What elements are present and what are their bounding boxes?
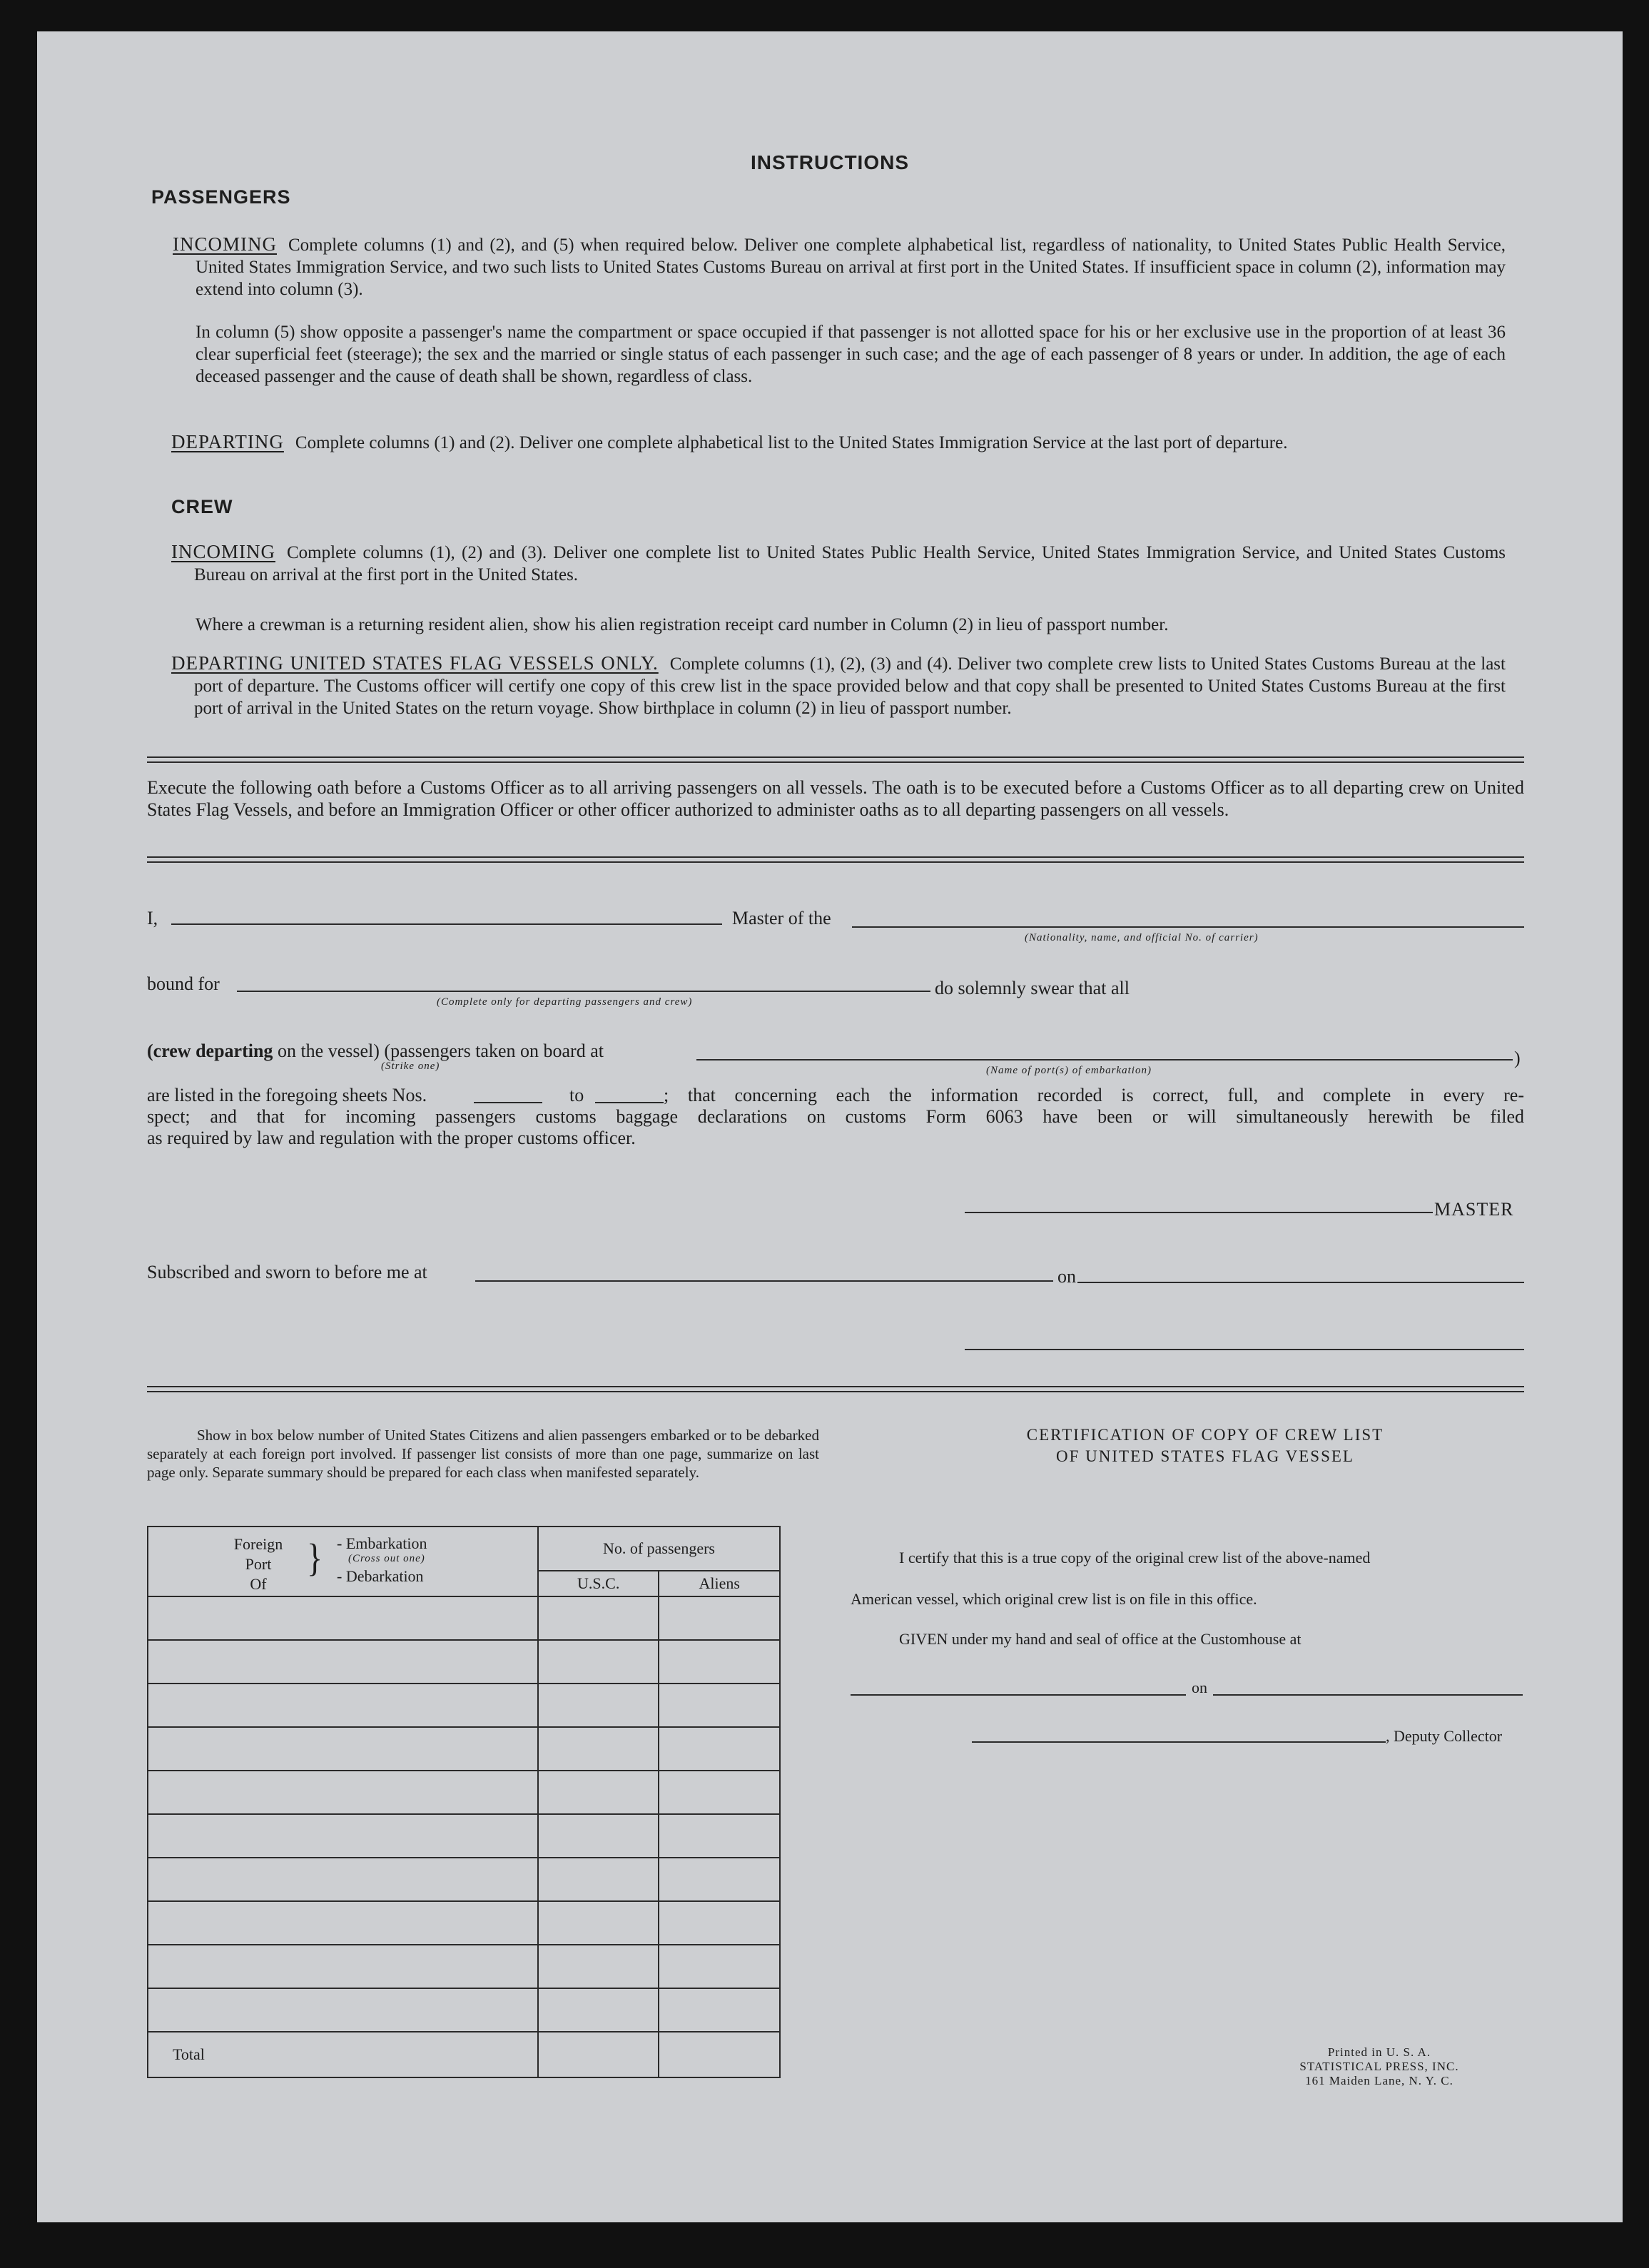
- sworn-on-label: on: [1057, 1266, 1076, 1287]
- passengers-incoming-text: Complete columns (1) and (2), and (5) when required below. Deliver one complete alphabetical list, regardless of nationality, to United States Public Health Service, United States Immigration Service, and two such lists to United States Customs Bureau on arrival at first port in the United States. If insufficient space in column (2), information may extend into column (3).: [196, 236, 1506, 299]
- port-header-cell: [148, 1527, 538, 1596]
- divider-rule: [147, 1386, 1524, 1392]
- port-header-line: Port: [245, 1555, 272, 1573]
- total-label: Total: [148, 2032, 538, 2077]
- subscribed-label: Subscribed and sworn to before me at: [147, 1262, 427, 1282]
- crew-departing-label: DEPARTING UNITED STATES FLAG VESSELS ONLY.: [171, 652, 659, 674]
- passenger-summary-table: [147, 1526, 781, 2078]
- embarkation-port-field[interactable]: [696, 1059, 1513, 1060]
- crew-heading: CREW: [171, 496, 233, 517]
- aliens-total-cell[interactable]: [659, 2032, 780, 2077]
- port-header-line: Foreign: [233, 1535, 283, 1553]
- passengers-incoming-label: INCOMING: [173, 233, 277, 255]
- sheets-label: are listed in the foregoing sheets Nos.: [147, 1085, 427, 1105]
- bound-for-field[interactable]: [237, 991, 930, 992]
- passengers-departing-block: [171, 431, 1506, 454]
- statement-line-1: ; that concerning each the information recorded is correct, full, and complete in every re-: [664, 1085, 1524, 1105]
- certify-date-field[interactable]: [1213, 1694, 1523, 1696]
- bound-hint: (Complete only for departing passengers and crew): [437, 996, 693, 1008]
- crew-departing-text: Complete columns (1), (2), (3) and (4). Deliver two complete crew lists to United States Customs Bureau at the last port of departure. The Customs officer will certify one copy of this crew list in the space provided below and that copy shall be presented to United States Customs Bureau at the first port of arrival in the United States on the return voyage. Show birthplace in column (2) in lieu of passport number.: [194, 654, 1506, 718]
- certify-line-3: GIVEN under my hand and seal of office at the Customhouse at: [899, 1630, 1302, 1648]
- summary-instruction: Show in box below number of United States Citizens and alien passengers embarked or to be debarked separately at each foreign port involved. If passenger list consists of more than one page, summarize on last page only. Separate summary should be prepared for each class when manifested separately.: [147, 1427, 819, 1481]
- certification-heading-line: OF UNITED STATES FLAG VESSEL: [1056, 1447, 1354, 1465]
- usc-header: U.S.C.: [538, 1571, 659, 1596]
- port-cell[interactable]: [148, 1640, 538, 1684]
- master-name-field[interactable]: [171, 923, 722, 925]
- passengers-departing-text: Complete columns (1) and (2). Deliver one complete alphabetical list to the United States Immigration Service at the last port of departure.: [295, 433, 1288, 452]
- port-cell[interactable]: [148, 1771, 538, 1814]
- usc-cell[interactable]: [538, 1596, 659, 1640]
- usc-cell[interactable]: [538, 1901, 659, 1945]
- sworn-date-field[interactable]: [1077, 1282, 1524, 1283]
- port-cell[interactable]: [148, 1858, 538, 1901]
- crew-incoming-text: Complete columns (1), (2) and (3). Deliver one complete list to United States Public Health Service, United States Immigration Service, and United States Customs Bureau on arrival at the first port in the United States.: [194, 543, 1506, 584]
- aliens-cell[interactable]: [659, 1814, 780, 1858]
- aliens-cell[interactable]: [659, 1858, 780, 1901]
- officer-signature-field[interactable]: [965, 1349, 1524, 1350]
- strike-one-clause: [147, 1041, 604, 1062]
- port-cell[interactable]: [148, 1901, 538, 1945]
- strike-hint: (Strike one): [381, 1060, 440, 1072]
- usc-cell[interactable]: [538, 1988, 659, 2032]
- brace-icon: }: [307, 1535, 323, 1579]
- oath-i-label: I,: [147, 908, 158, 928]
- passengers-departing-label: DEPARTING: [171, 431, 284, 452]
- crew-incoming-block: [171, 541, 1506, 586]
- crew-departing-block: [171, 652, 1506, 719]
- usc-cell[interactable]: [538, 1945, 659, 1988]
- embarkation-label: - Embarkation: [337, 1534, 427, 1552]
- port-header-line: Of: [250, 1575, 267, 1593]
- form-page: [37, 31, 1623, 2222]
- close-paren: ): [1514, 1048, 1521, 1068]
- bound-for-label: bound for: [147, 973, 220, 994]
- usc-cell[interactable]: [538, 1640, 659, 1684]
- port-cell[interactable]: [148, 1814, 538, 1858]
- deputy-signature-field[interactable]: [972, 1741, 1386, 1743]
- passengers-incoming-block: [173, 233, 1506, 300]
- page-title: INSTRUCTIONS: [751, 151, 909, 173]
- master-signature-field[interactable]: [965, 1212, 1433, 1213]
- swear-label: do solemnly swear that all: [935, 978, 1130, 998]
- usc-cell[interactable]: [538, 1771, 659, 1814]
- certification-heading: [873, 1424, 1537, 1467]
- port-cell[interactable]: [148, 1596, 538, 1640]
- usc-cell[interactable]: [538, 1858, 659, 1901]
- passengers-heading: PASSENGERS: [151, 186, 291, 208]
- crew-incoming-label: INCOMING: [171, 541, 275, 562]
- certify-line-1: I certify that this is a true copy of the original crew list of the above-named: [899, 1549, 1371, 1566]
- aliens-cell[interactable]: [659, 1988, 780, 2032]
- imprint-line: Printed in U. S. A.: [1327, 2045, 1431, 2059]
- aliens-cell[interactable]: [659, 1596, 780, 1640]
- port-hint: (Name of port(s) of embarkation): [986, 1065, 1152, 1076]
- certification-heading-line: CERTIFICATION OF COPY OF CREW LIST: [1026, 1426, 1384, 1444]
- statement-line-2: spect; and that for incoming passengers customs baggage declarations on customs Form 6063 have been or will simultaneously herewith be filed: [147, 1106, 1524, 1127]
- aliens-cell[interactable]: [659, 1640, 780, 1684]
- aliens-cell[interactable]: [659, 1901, 780, 1945]
- debarkation-label: - Debarkation: [337, 1567, 424, 1585]
- passengers-column5-text: In column (5) show opposite a passenger's name the compartment or space occupied if that passenger is not allotted space for his or her exclusive use in the proportion of at least 36 clear superficial feet (steerage); the sex and the married or single status of each passenger in such case; and the age of each passenger of 8 years or under. In addition, the age of each deceased passenger and the cause of death shall be shown, regardless of class.: [196, 323, 1506, 386]
- aliens-header: Aliens: [659, 1571, 780, 1596]
- port-cell[interactable]: [148, 1684, 538, 1727]
- sheet-from-field[interactable]: [474, 1102, 542, 1103]
- to-label: to: [569, 1085, 584, 1105]
- aliens-cell[interactable]: [659, 1945, 780, 1988]
- usc-cell[interactable]: [538, 1727, 659, 1771]
- printer-imprint: [1262, 2045, 1497, 2088]
- imprint-line: STATISTICAL PRESS, INC.: [1299, 2060, 1459, 2073]
- usc-cell[interactable]: [538, 1814, 659, 1858]
- carrier-hint: (Nationality, name, and official No. of carrier): [1025, 932, 1259, 943]
- crew-departing-label: (crew departing: [147, 1041, 273, 1061]
- statement-line-3: as required by law and regulation with the proper customs officer.: [147, 1128, 636, 1148]
- passengers-taken-label: (passengers taken on board at: [384, 1041, 604, 1061]
- aliens-cell[interactable]: [659, 1771, 780, 1814]
- carrier-field[interactable]: [852, 926, 1524, 928]
- port-header-label: [223, 1534, 294, 1594]
- deputy-collector-label: , Deputy Collector: [1386, 1727, 1503, 1745]
- sworn-place-field[interactable]: [475, 1280, 1053, 1282]
- certify-on-label: on: [1192, 1679, 1207, 1696]
- cross-out-hint: (Cross out one): [348, 1553, 425, 1564]
- divider-rule: [147, 756, 1524, 763]
- master-of-label: Master of the: [732, 908, 831, 928]
- divider-rule: [147, 856, 1524, 863]
- port-cell[interactable]: [148, 1727, 538, 1771]
- no-of-passengers-header: No. of passengers: [538, 1527, 780, 1571]
- sheet-to-field[interactable]: [595, 1102, 664, 1103]
- imprint-line: 161 Maiden Lane, N. Y. C.: [1305, 2074, 1453, 2087]
- certify-line-2: American vessel, which original crew list is on file in this office.: [851, 1590, 1257, 1608]
- oath-instruction: Execute the following oath before a Customs Officer as to all arriving passengers on all vessels. The oath is to be executed before a Customs Officer as to all departing crew on United States Flag Vessels, and before an Immigration Officer or other officer authorized to administer oaths as to all departing passengers on all vessels.: [147, 777, 1524, 820]
- on-vessel-label: on the vessel): [277, 1041, 380, 1061]
- master-label: MASTER: [1434, 1199, 1514, 1220]
- usc-total-cell[interactable]: [538, 2032, 659, 2077]
- aliens-cell[interactable]: [659, 1727, 780, 1771]
- port-cell[interactable]: [148, 1945, 538, 1988]
- aliens-cell[interactable]: [659, 1684, 780, 1727]
- usc-cell[interactable]: [538, 1684, 659, 1727]
- port-cell[interactable]: [148, 1988, 538, 2032]
- crew-resident-text: Where a crewman is a returning resident alien, show his alien registration receipt card number in Column (2) in lieu of passport number.: [196, 615, 1169, 634]
- customhouse-place-field[interactable]: [851, 1694, 1186, 1696]
